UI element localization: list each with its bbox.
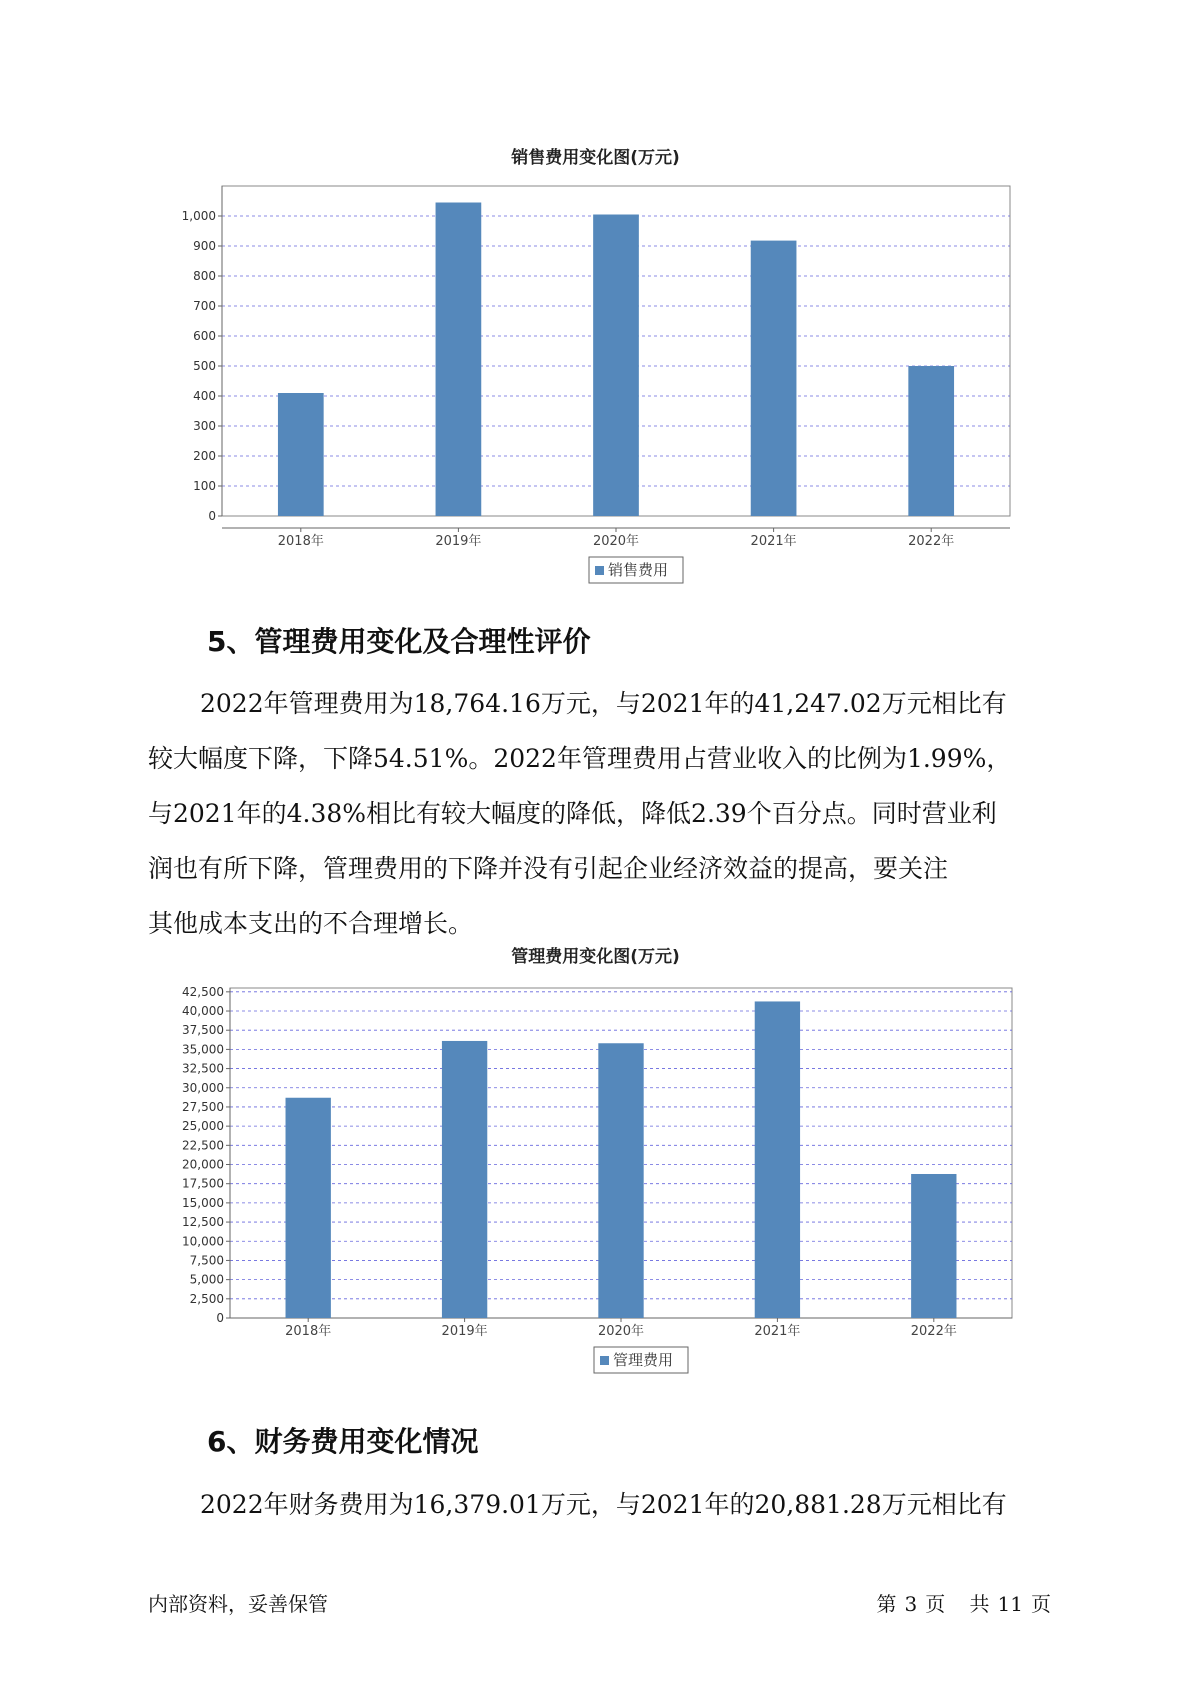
y-tick-label: 0 [208, 509, 216, 523]
y-tick-label: 5,000 [189, 1272, 224, 1287]
section6-line [148, 1477, 1048, 1532]
section5-paragraph [148, 676, 1048, 951]
paragraph-text: 2022年财务费用为16,379.01万元，与2021年的20,881.28万元相比有 [200, 1490, 1007, 1519]
section5-line: 与2021年的4.38%相比有较大幅度的降低，降低2.39个百分点。同时营业利 [148, 799, 997, 828]
bar [436, 203, 482, 517]
y-tick-label: 100 [193, 479, 216, 493]
x-tick-label: 2022年 [910, 1324, 957, 1339]
x-tick-label: 2020年 [597, 1324, 645, 1339]
bar [278, 393, 324, 516]
x-tick-label: 2021年 [750, 534, 797, 549]
y-tick-label: 30,000 [182, 1080, 224, 1095]
y-tick-label: 25,000 [182, 1119, 224, 1134]
y-tick-label: 300 [193, 419, 216, 433]
page-unit: 页 [925, 1592, 946, 1616]
bar [286, 1098, 331, 1318]
y-tick-label: 500 [193, 359, 216, 373]
y-tick-label: 32,500 [182, 1061, 224, 1076]
bar [751, 241, 797, 516]
y-tick-label: 1,000 [181, 209, 216, 223]
x-tick-label: 2018年 [277, 534, 324, 549]
y-tick-label: 10,000 [182, 1234, 224, 1249]
bar [593, 215, 639, 517]
section5-line: 润也有所下降，管理费用的下降并没有引起企业经济效益的提高，要关注 [148, 854, 949, 883]
admin-expense-chart [0, 970, 1191, 1390]
section5-line: 其他成本支出的不合理增长。 [148, 909, 474, 938]
y-tick-label: 20,000 [182, 1157, 224, 1172]
chart-title-sales: 销售费用变化图(万元) [511, 148, 680, 168]
x-tick-label: 2020年 [592, 534, 640, 549]
page-total: 11 [997, 1592, 1023, 1616]
legend-label: 管理费用 [613, 1351, 674, 1369]
y-tick-label: 22,500 [182, 1138, 224, 1153]
y-tick-label: 600 [193, 329, 216, 343]
x-tick-label: 2021年 [754, 1324, 801, 1339]
y-tick-label: 7,500 [189, 1253, 224, 1268]
y-tick-label: 900 [193, 239, 216, 253]
y-tick-label: 27,500 [182, 1099, 224, 1114]
y-tick-label: 40,000 [182, 1004, 224, 1019]
y-tick-label: 12,500 [182, 1215, 224, 1230]
x-tick-label: 2018年 [285, 1324, 332, 1339]
y-tick-label: 42,500 [182, 984, 224, 999]
y-tick-label: 37,500 [182, 1023, 224, 1038]
x-tick-label: 2022年 [908, 534, 955, 549]
section5-heading: 5、管理费用变化及合理性评价 [207, 625, 591, 658]
section6-paragraph [148, 1477, 1048, 1532]
y-tick-label: 0 [216, 1311, 224, 1325]
section5-line [148, 676, 1048, 731]
section5-line: 较大幅度下降，下降54.51%。2022年管理费用占营业收入的比例为1.99%， [148, 744, 1012, 773]
footer-confidential: 内部资料，妥善保管 [148, 1592, 328, 1616]
paragraph-text: 2022年管理费用为18,764.16万元，与2021年的41,247.02万元相比有 [200, 689, 1007, 718]
x-tick-label: 2019年 [441, 1324, 488, 1339]
y-tick-label: 35,000 [182, 1042, 224, 1057]
page-current: 3 [904, 1592, 918, 1616]
bar [755, 1001, 800, 1318]
footer-page-number [872, 1588, 1055, 1617]
total-unit: 页 [1031, 1592, 1051, 1616]
bar [911, 1174, 956, 1318]
page-prefix: 第 [876, 1592, 897, 1616]
bar [442, 1041, 487, 1318]
y-tick-label: 15,000 [182, 1195, 224, 1210]
y-tick-label: 700 [193, 299, 216, 313]
y-tick-label: 200 [193, 449, 216, 463]
y-tick-label: 800 [193, 269, 216, 283]
sales-expense-chart [0, 170, 1191, 590]
bar [598, 1043, 643, 1318]
chart-title-admin: 管理费用变化图(万元) [511, 947, 680, 967]
y-tick-label: 2,500 [189, 1291, 224, 1306]
section6-heading: 6、财务费用变化情况 [207, 1425, 479, 1458]
bar [908, 366, 954, 516]
legend-swatch [600, 1356, 609, 1365]
y-tick-label: 400 [193, 389, 216, 403]
legend-swatch [595, 566, 604, 575]
x-tick-label: 2019年 [435, 534, 482, 549]
y-tick-label: 17,500 [182, 1176, 224, 1191]
total-prefix: 共 [969, 1592, 990, 1616]
legend-label: 销售费用 [608, 561, 669, 579]
